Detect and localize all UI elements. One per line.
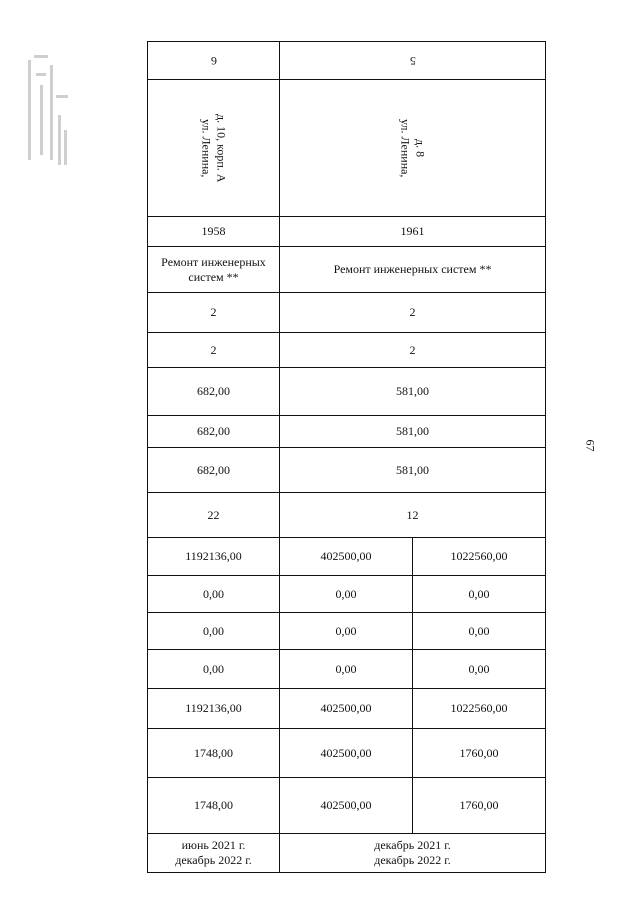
col6-number: 6: [210, 54, 217, 68]
table-row: [148, 834, 546, 873]
table-row: [148, 689, 546, 729]
col5-date-end: декабрь 2022 г.: [374, 853, 451, 867]
table-cell: 581,00: [280, 448, 546, 493]
table-cell: 0,00: [280, 650, 413, 689]
page-number: 67: [583, 439, 598, 452]
table-cell: 1760,00: [413, 729, 546, 778]
table-row: [148, 729, 546, 778]
col6-dates-cell: [148, 834, 280, 873]
table-cell: 0,00: [413, 650, 546, 689]
col6-address-line1: ул. Ленина,: [199, 118, 214, 178]
table-row: [148, 576, 546, 613]
col5-address-line2: д. 8: [413, 138, 428, 158]
col5-work: Ремонт инженерных систем **: [280, 247, 546, 293]
table-cell: 581,00: [280, 368, 546, 416]
col5-number: 5: [409, 54, 416, 68]
table-cell: 682,00: [148, 448, 280, 493]
table-cell: 682,00: [148, 416, 280, 448]
table-cell: 1760,00: [413, 778, 546, 834]
col6-address-cell: [148, 80, 280, 217]
table-cell: 0,00: [413, 576, 546, 613]
col6-date-start: июнь 2021 г.: [181, 838, 246, 852]
table-cell: 1192136,00: [148, 538, 280, 576]
col5-year: 1961: [280, 217, 546, 247]
col5-date-start: декабрь 2021 г.: [374, 838, 451, 852]
table-cell: 0,00: [280, 576, 413, 613]
table-cell: 682,00: [148, 368, 280, 416]
table-cell: 402500,00: [280, 729, 413, 778]
table-cell: 1192136,00: [148, 689, 280, 729]
col6-work: Ремонт инженерных систем **: [148, 247, 280, 293]
table-cell: 2: [148, 333, 280, 368]
table-cell: 402500,00: [280, 778, 413, 834]
table-cell: 0,00: [148, 650, 280, 689]
col6-year: 1958: [148, 217, 280, 247]
table-cell: 22: [148, 493, 280, 538]
table-row: [148, 368, 546, 416]
table-row: [148, 247, 546, 293]
table-cell: 581,00: [280, 416, 546, 448]
col5-number-cell: [280, 42, 546, 80]
table-cell: 0,00: [148, 613, 280, 650]
col5-address-cell: [280, 80, 546, 217]
table-cell: 12: [280, 493, 546, 538]
data-table: [147, 41, 546, 873]
table-row: [148, 448, 546, 493]
table-cell: 1748,00: [148, 778, 280, 834]
faded-stamp: [28, 55, 70, 170]
table-row: [148, 80, 546, 217]
col6-number-cell: [148, 42, 280, 80]
col5-dates-cell: [280, 834, 546, 873]
table-row: [148, 333, 546, 368]
table-row: [148, 538, 546, 576]
table-cell: 402500,00: [280, 538, 413, 576]
table-cell: 0,00: [148, 576, 280, 613]
table-row: [148, 42, 546, 80]
table-row: [148, 293, 546, 333]
table-cell: 0,00: [413, 613, 546, 650]
table-row: [148, 650, 546, 689]
col5-address-line1: ул. Ленина,: [398, 118, 413, 178]
table-cell: 2: [280, 333, 546, 368]
table-row: [148, 778, 546, 834]
table-row: [148, 493, 546, 538]
table-row: [148, 217, 546, 247]
table-cell: 1022560,00: [413, 538, 546, 576]
table-row: [148, 613, 546, 650]
table-cell: 2: [148, 293, 280, 333]
col6-date-end: декабрь 2022 г.: [175, 853, 252, 867]
table-cell: 1022560,00: [413, 689, 546, 729]
table-row: [148, 416, 546, 448]
col6-address-line2: д. 10, корп. А: [214, 113, 229, 183]
table-cell: 402500,00: [280, 689, 413, 729]
table-cell: 1748,00: [148, 729, 280, 778]
table-cell: 2: [280, 293, 546, 333]
table-cell: 0,00: [280, 613, 413, 650]
